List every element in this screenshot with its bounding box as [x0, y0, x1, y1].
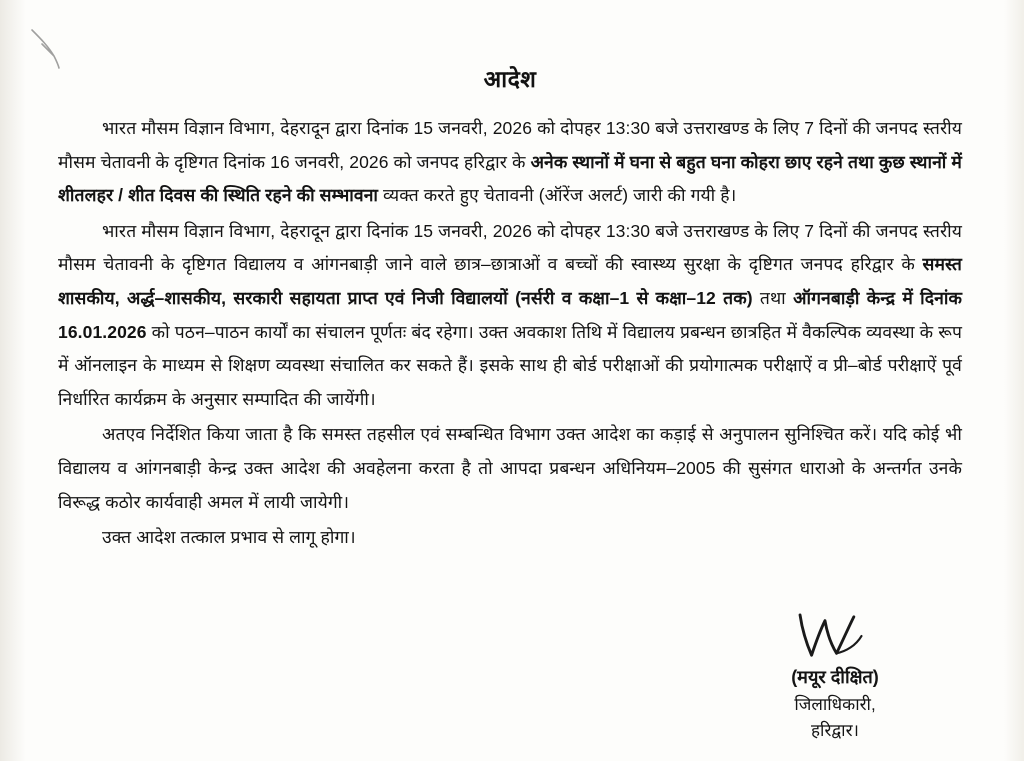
signatory-designation: जिलाधिकारी,: [794, 695, 876, 714]
signature-block: [720, 613, 950, 743]
handwritten-signature-icon: [777, 613, 892, 661]
text-run: तथा: [759, 287, 794, 308]
text-run: भारत मौसम विज्ञान विभाग, देहरादून द्वारा दिनांक 15 जनवरी, 2026 को दोपहर 13:30 बजे उत्तराखण्ड के लिए 7 दिनों की जनपद स्तरीय मौसम चेतावनी के दृष्टिगत दिनांक 16 जनवरी, 2026 को जनपद हरिद्वार के: [58, 118, 962, 172]
text-run-bold: समस्त शासकीय, अर्द्ध–शासकीय, सरकारी सहायता प्राप्त एवं निजी विद्यालयों (नर्सरी व कक्षा–1 से कक्षा–12 तक): [58, 254, 962, 308]
text-run-bold: अनेक स्थानों में घना से बहुत घना कोहरा छाए रहने तथा कुछ स्थानों में शीतलहर / शीत दिवस की स्थिति रहने की सम्भावना: [58, 151, 962, 206]
paragraph-1: [58, 112, 962, 213]
text-run: अतएव निर्देशित किया जाता है कि समस्त तहसील एवं सम्बन्धित विभाग उक्त आदेश का कड़ाई से अनुपालन सुनिश्चित करें। यदि कोई भी विद्यालय व आंगनबाड़ी केन्द्र उक्त आदेश की अवहेलना करता है तो आपदा प्रबन्धन अधिनियम–2005 की सुसंगत धाराओ के अन्तर्गत उनके विरूद्ध कठोर कार्यवाही अमल में लायी जायेगी।: [58, 424, 962, 512]
paragraph-4: [58, 521, 962, 555]
page-title: आदेश: [483, 66, 537, 92]
document-body: [58, 112, 962, 555]
text-run: उक्त आदेश तत्काल प्रभाव से लागू होगा।: [102, 527, 356, 548]
signatory-place: हरिद्वार।: [811, 720, 859, 740]
paragraph-2: [58, 215, 962, 417]
paragraph-3: [58, 418, 962, 519]
signatory-name: (मयूर दीक्षित): [791, 667, 879, 688]
text-run-bold: ऑगनबाड़ी केन्द्र में दिनांक 16.01.2026: [58, 287, 962, 342]
pen-scribble-mark: [28, 26, 68, 70]
text-run: को पठन–पाठन कार्यों का संचालन पूर्णतः बंद रहेगा। उक्त अवकाश तिथि में विद्यालय प्रबन्धन छात्रहित में वैकल्पिक व्यवस्था के रूप में ऑनलाइन के माध्यम से शिक्षण व्यवस्था संचालित कर सकते हैं। इसके साथ ही बोर्ड परीक्षाओं की प्रयोगात्मक परीक्षाऐं व प्री–बोर्ड परीक्षाऐं पूर्व निर्धारित कार्यक्रम के अनुसार सम्पादित की जायेंगी।: [58, 321, 962, 409]
text-run: व्यक्त करते हुए चेतावनी (ऑरेंज अलर्ट) जारी की गयी है।: [383, 185, 737, 206]
text-run: भारत मौसम विज्ञान विभाग, देहरादून द्वारा दिनांक 15 जनवरी, 2026 को दोपहर 13:30 बजे उत्तराखण्ड के लिए 7 दिनों की जनपद स्तरीय मौसम चेतावनी के दृष्टिगत विद्यालय व आंगनबाड़ी जाने वाले छात्र–छात्राओं व बच्चों की स्वास्थ्य सुरक्षा के दृष्टिगत जनपद हरिद्वार के: [58, 220, 962, 275]
